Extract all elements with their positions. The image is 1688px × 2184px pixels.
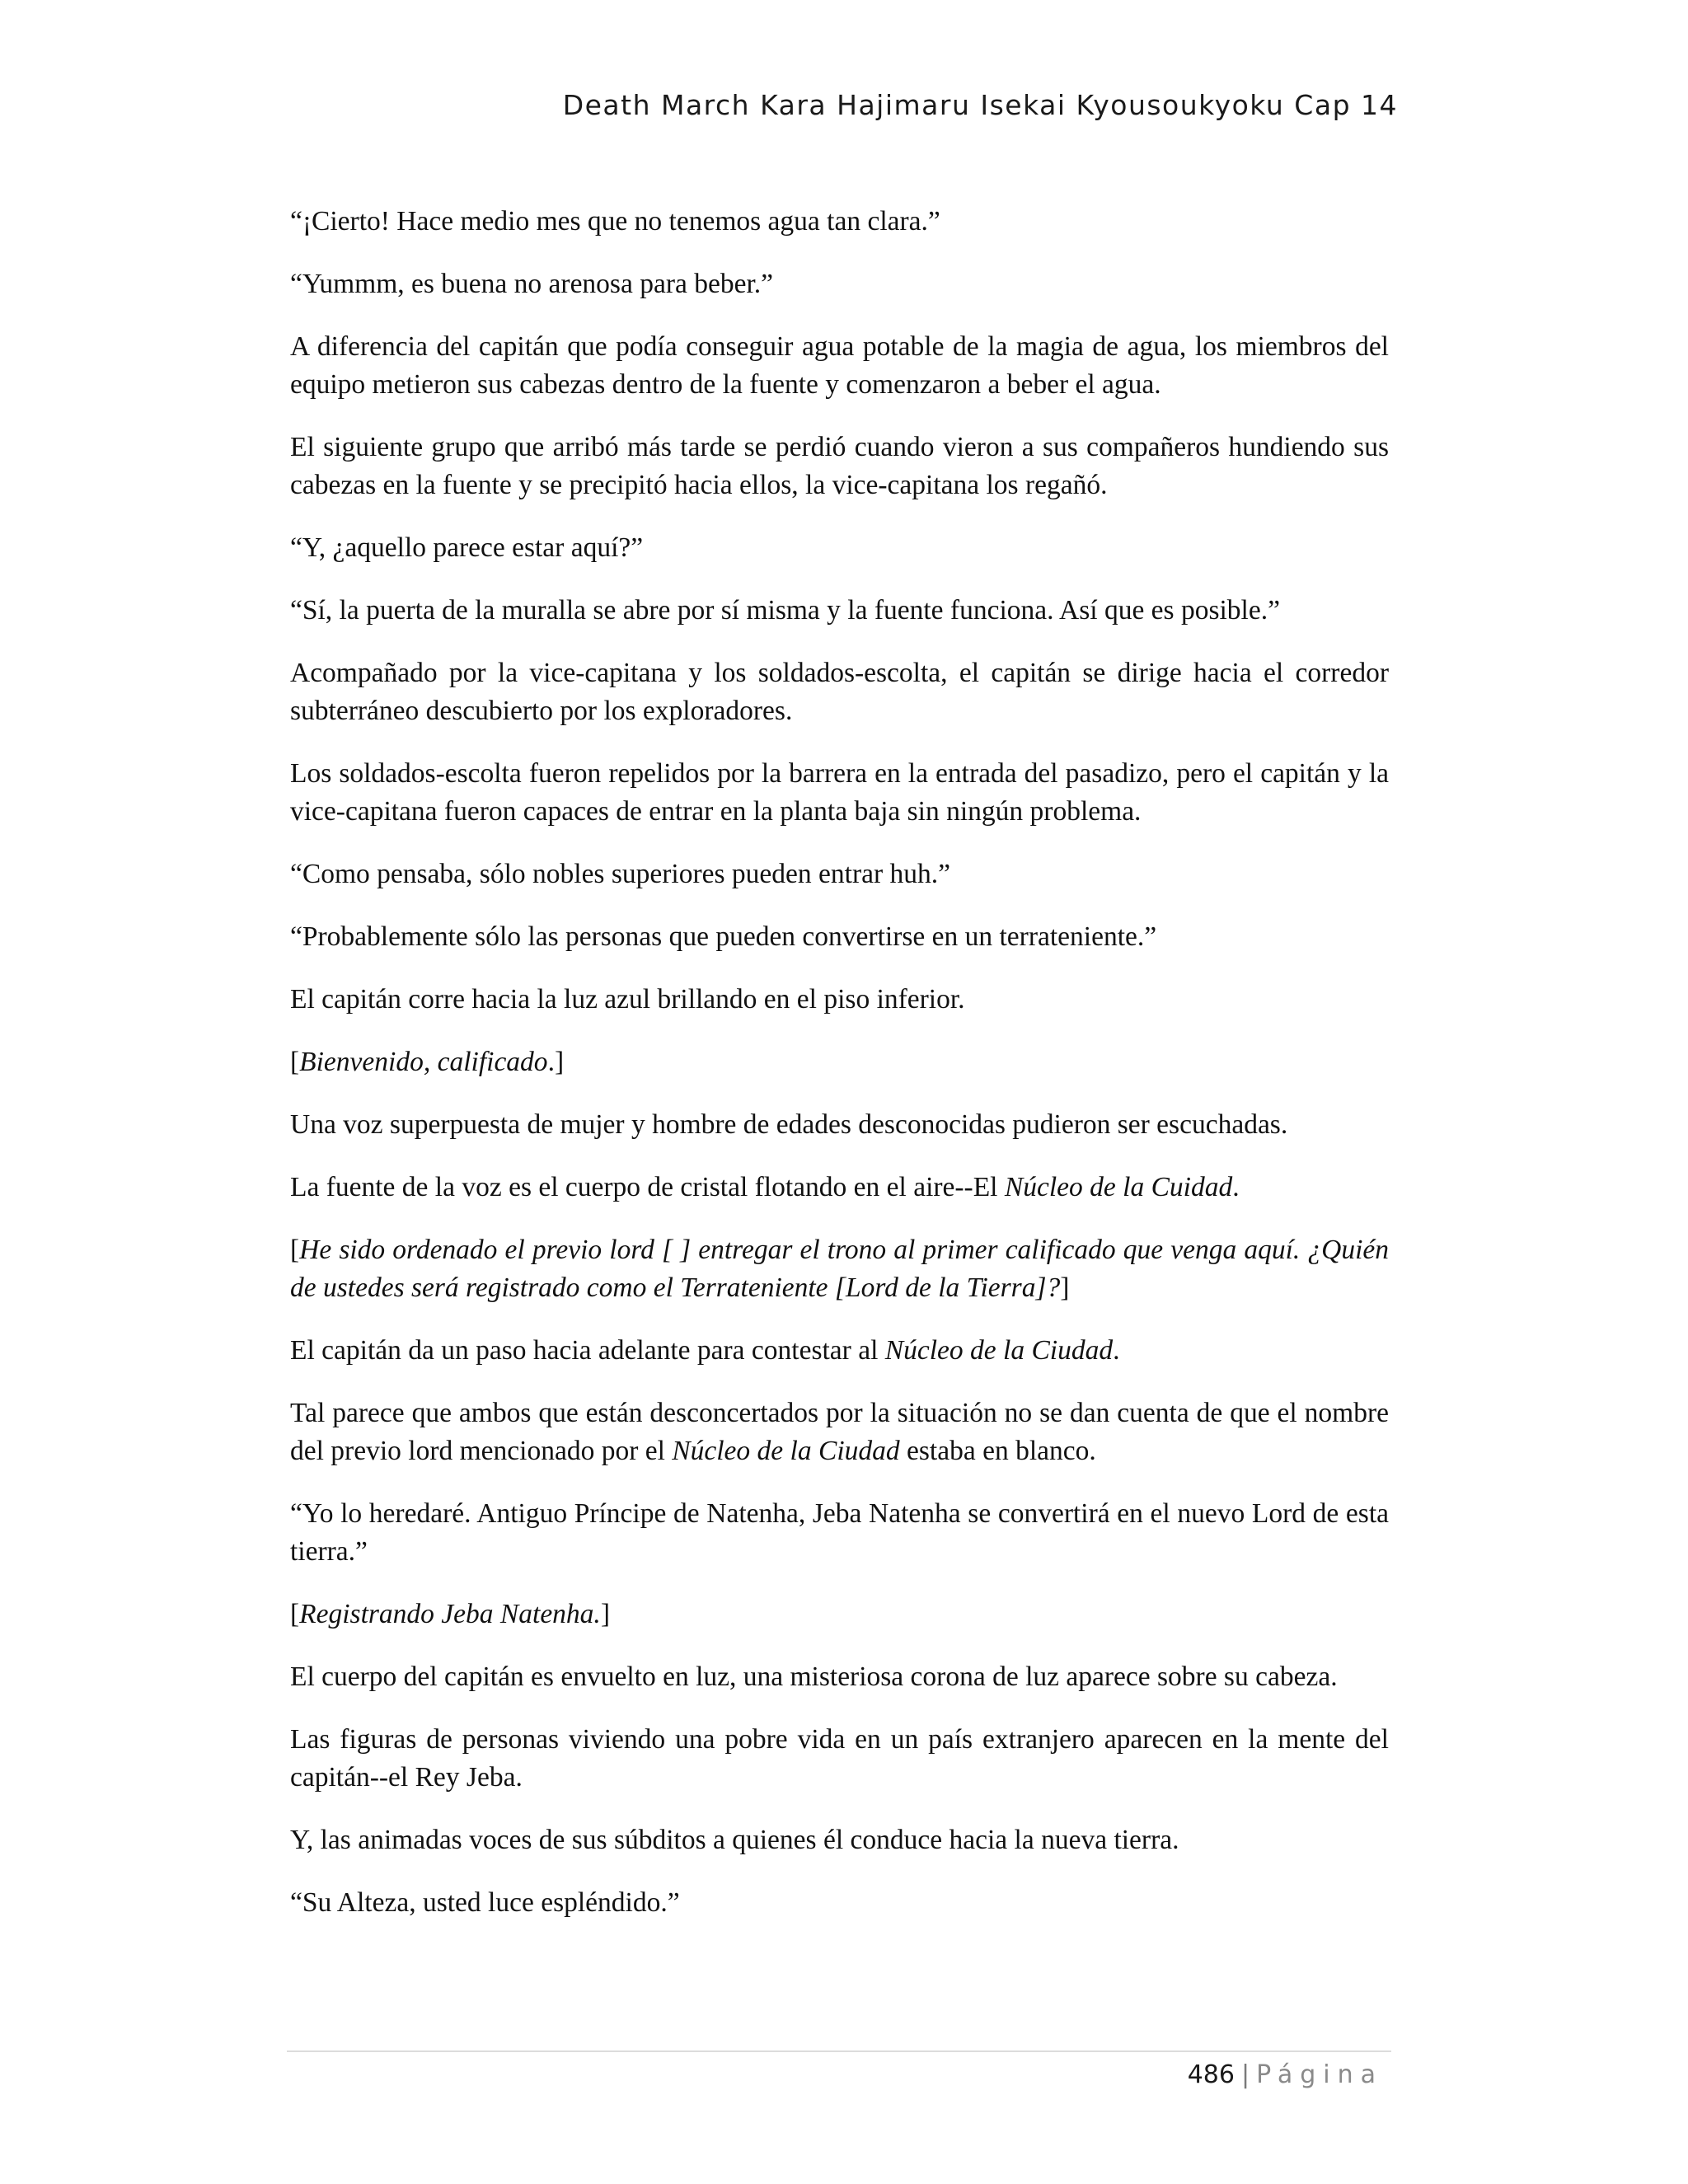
paragraph-text: Y, las animadas voces de sus súbditos a quienes él conduce hacia la nueva tierra. bbox=[290, 1825, 1179, 1855]
paragraph bbox=[290, 592, 1389, 630]
page-footer bbox=[1188, 2060, 1383, 2089]
paragraph bbox=[290, 1821, 1389, 1859]
paragraph-italic-text: Bienvenido, calificado bbox=[299, 1047, 548, 1077]
paragraph bbox=[290, 529, 1389, 567]
footer-divider bbox=[287, 2050, 1391, 2052]
paragraph bbox=[290, 654, 1389, 730]
paragraph-text: Los soldados-escolta fueron repelidos por la barrera en la entrada del pasadizo, pero el capitán y la vice-capitana fueron capaces de entrar en la planta baja sin ningún problema. bbox=[290, 758, 1389, 827]
paragraph-text: El capitán corre hacia la luz azul brillando en el piso inferior. bbox=[290, 984, 965, 1015]
paragraph-text: [ bbox=[290, 1047, 300, 1077]
paragraph-text: Acompañado por la vice-capitana y los soldados-escolta, el capitán se dirige hacia el corredor subterráneo descubierto por los exploradores. bbox=[290, 658, 1389, 726]
paragraph-text: El cuerpo del capitán es envuelto en luz, una misteriosa corona de luz aparece sobre su cabeza. bbox=[290, 1661, 1338, 1692]
paragraph-text: .] bbox=[547, 1047, 565, 1077]
paragraph bbox=[290, 1721, 1389, 1797]
paragraph-italic-text: Registrando Jeba Natenha. bbox=[299, 1599, 601, 1629]
paragraph bbox=[290, 328, 1389, 404]
paragraph bbox=[290, 1884, 1389, 1922]
paragraph-italic-text: He sido ordenado el previo lord [ ] entregar el trono al primer calificado que venga aquí. ¿Quién de ustedes será registrado como el Terrateniente [Lord de la Tierra]? bbox=[290, 1235, 1389, 1303]
paragraph-text: El capitán da un paso hacia adelante para contestar al bbox=[290, 1335, 885, 1366]
footer-separator: | bbox=[1240, 2060, 1250, 2089]
paragraph-text: “Sí, la puerta de la muralla se abre por sí misma y la fuente funciona. Así que es posible.” bbox=[290, 595, 1280, 626]
paragraph bbox=[290, 1596, 1389, 1633]
paragraph-text: “Probablemente sólo las personas que pueden convertirse en un terrateniente.” bbox=[290, 921, 1157, 952]
paragraph bbox=[290, 429, 1389, 504]
paragraph-text: “Su Alteza, usted luce espléndido.” bbox=[290, 1887, 680, 1918]
body-text bbox=[290, 203, 1389, 1947]
paragraph bbox=[290, 1658, 1389, 1696]
paragraph-text: La fuente de la voz es el cuerpo de cristal flotando en el aire--El bbox=[290, 1172, 1005, 1202]
paragraph-text: [ bbox=[290, 1599, 300, 1629]
paragraph bbox=[290, 918, 1389, 956]
paragraph-text: ] bbox=[1060, 1272, 1070, 1303]
paragraph-text: estaba en blanco. bbox=[899, 1436, 1096, 1466]
paragraph-text: Las figuras de personas viviendo una pobre vida en un país extranjero aparecen en la mente del capitán--el Rey Jeba. bbox=[290, 1724, 1389, 1793]
paragraph bbox=[290, 203, 1389, 241]
paragraph-text: . bbox=[1232, 1172, 1240, 1202]
paragraph bbox=[290, 1106, 1389, 1144]
page-label: Página bbox=[1256, 2060, 1383, 2089]
paragraph-text: “Como pensaba, sólo nobles superiores pueden entrar huh.” bbox=[290, 859, 950, 889]
paragraph bbox=[290, 1231, 1389, 1307]
paragraph-text: Una voz superpuesta de mujer y hombre de edades desconocidas pudieron ser escuchadas. bbox=[290, 1109, 1288, 1140]
paragraph-text: A diferencia del capitán que podía conseguir agua potable de la magia de agua, los miembros del equipo metieron sus cabezas dentro de la fuente y comenzaron a beber el agua. bbox=[290, 331, 1389, 400]
paragraph-text: “¡Cierto! Hace medio mes que no tenemos agua tan clara.” bbox=[290, 206, 940, 237]
paragraph bbox=[290, 855, 1389, 893]
paragraph bbox=[290, 755, 1389, 831]
paragraph bbox=[290, 1332, 1389, 1370]
paragraph-text: El siguiente grupo que arribó más tarde se perdió cuando vieron a sus compañeros hundiendo sus cabezas en la fuente y se precipitó hacia ellos, la vice-capitana los regañó. bbox=[290, 432, 1389, 500]
paragraph bbox=[290, 1394, 1389, 1470]
page-number: 486 bbox=[1187, 2060, 1235, 2089]
paragraph-text: . bbox=[1113, 1335, 1120, 1366]
paragraph-text: Tal parece que ambos que están desconcertados por la situación no se dan cuenta de que el nombre del previo lord mencionado por el bbox=[290, 1398, 1389, 1466]
paragraph-text: [ bbox=[290, 1235, 300, 1265]
running-header-title: Death March Kara Hajimaru Isekai Kyousoukyoku Cap 14 bbox=[562, 89, 1398, 121]
paragraph-italic-text: Núcleo de la Ciudad bbox=[672, 1436, 900, 1466]
paragraph bbox=[290, 1169, 1389, 1207]
paragraph-text: “Yo lo heredaré. Antiguo Príncipe de Natenha, Jeba Natenha se convertirá en el nuevo Lord de esta tierra.” bbox=[290, 1498, 1389, 1567]
paragraph-italic-text: Núcleo de la Cuidad bbox=[1004, 1172, 1233, 1202]
paragraph bbox=[290, 1495, 1389, 1571]
paragraph-text: “Yummm, es buena no arenosa para beber.” bbox=[290, 269, 774, 299]
paragraph bbox=[290, 265, 1389, 303]
paragraph-text: ] bbox=[600, 1599, 610, 1629]
paragraph-text: “Y, ¿aquello parece estar aquí?” bbox=[290, 532, 644, 563]
paragraph bbox=[290, 981, 1389, 1019]
paragraph bbox=[290, 1043, 1389, 1081]
paragraph-italic-text: Núcleo de la Ciudad bbox=[884, 1335, 1114, 1366]
